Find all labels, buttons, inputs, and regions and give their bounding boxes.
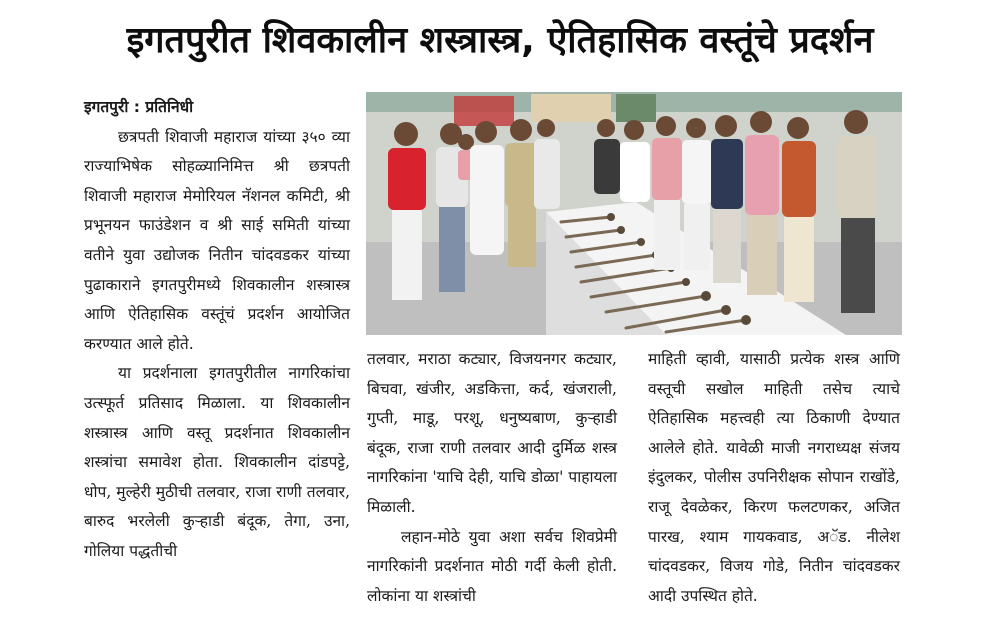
exhibition-photo bbox=[366, 92, 902, 335]
article-column-1 bbox=[84, 93, 350, 567]
headline: इगतपुरीत शिवकालीन शस्त्रास्त्र, ऐतिहासिक वस्तूंचे प्रदर्शन bbox=[126, 20, 874, 61]
article-column-2 bbox=[367, 345, 617, 611]
paragraph-3: तलवार, मराठा कट्यार, विजयनगर कट्यार, बिचवा, खंजीर, अडकित्ता, कर्द, खंजराली, गुप्ती, माडू, परशू, धनुष्यबाण, कुऱ्हाडी बंदूक, राजा राणी तलवार आदी दुर्मिळ शस्त्र नागरिकांना 'याचि देही, याचि डोळा' पाहायला मिळाली. bbox=[367, 350, 617, 516]
paragraph-5: माहिती व्हावी, यासाठी प्रत्येक शस्त्र आणि वस्तूची सखोल माहिती तसेच त्याचे ऐतिहासिक महत्त्वही त्या ठिकाणी देण्यात आलेले होते. यावेळी माजी नगराध्यक्ष संजय इंदुलकर, पोलीस उपनिरीक्षक सोपान राखोंडे, राजू देवळेकर, किरण फलटणकर, अजित पारख, श्याम गायकवाड, अॅड. नीलेश चांदवडकर, विजय गोडे, नितीन चांदवडकर आदी उपस्थित होते. bbox=[648, 350, 900, 605]
paragraph-2: या प्रदर्शनाला इगतपुरीतील नागरिकांचा उत्स्फूर्त प्रतिसाद मिळाला. या शिवकालीन शस्त्रास्त्र आणि वस्तू प्रदर्शनात शिवकालीन शस्त्रांचा समावेश होता. शिवकालीन दांडपट्टे, धोप, मुल्हेरी मुठीची तलवार, राजा राणी तलवार, बारुद भरलेली कुऱ्हाडी बंदूक, तेगा, उना, गोलिया पद्धतीची bbox=[84, 364, 350, 560]
byline: इगतपुरी : प्रतिनिधी bbox=[84, 98, 194, 116]
paragraph-1: छत्रपती शिवाजी महाराज यांच्या ३५० व्या राज्याभिषेक सोहळ्यानिमित्त श्री छत्रपती शिवाजी महाराज मेमोरियल नॅशनल कमिटी, श्री प्रभूनयन फाउंडेशन व श्री साई समिती यांच्या वतीने युवा उद्योजक नितीन चांदवडकर यांच्या पुढाकाराने इगतपुरीमध्ये शिवकालीन शस्त्रास्त्र आणि ऐतिहासिक वस्तूंचं प्रदर्शन आयोजित करण्यात आले होते. bbox=[84, 127, 350, 353]
paragraph-4: लहान-मोठे युवा अशा सर्वच शिवप्रेमी नागरिकांनी प्रदर्शनात मोठी गर्दी केली होती. लोकांना या शस्त्रांची bbox=[367, 527, 617, 605]
article-column-3 bbox=[648, 345, 900, 611]
exhibition-photo-drawing bbox=[366, 92, 902, 335]
